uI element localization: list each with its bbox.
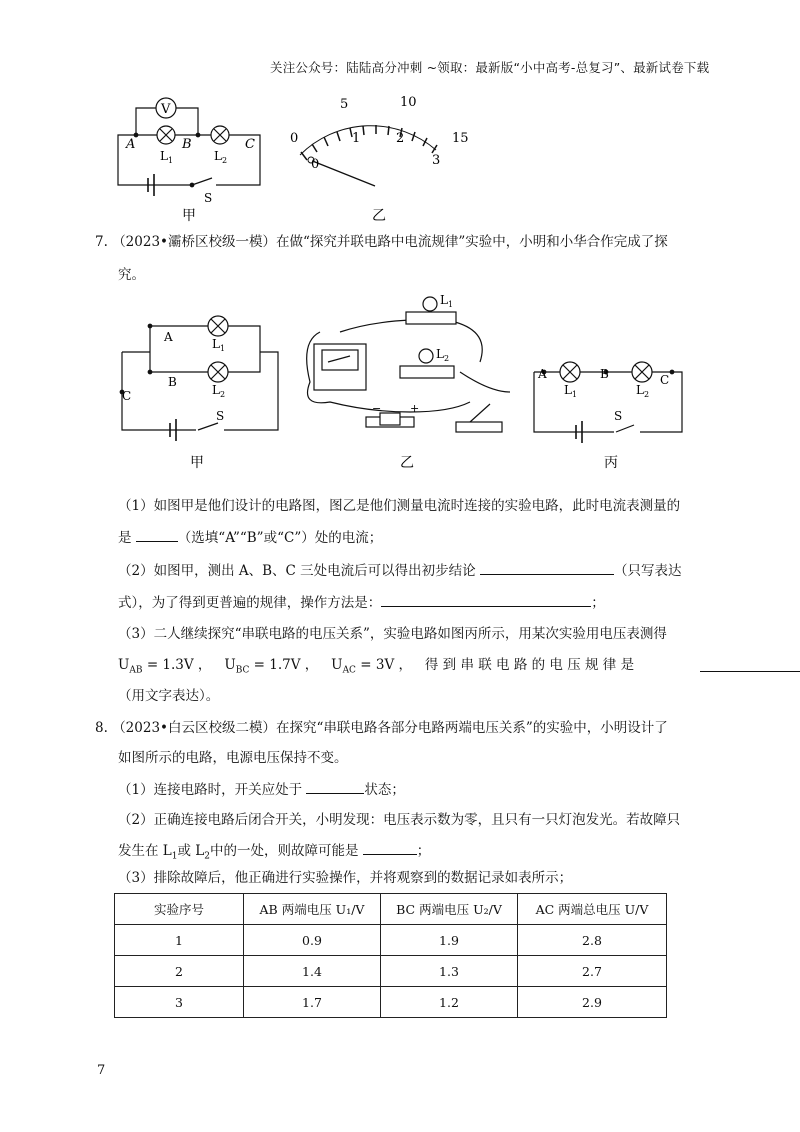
node-c-label: C	[245, 137, 255, 152]
q7-p2b: 式），为了得到更普遍的规律，操作方法是： ；	[118, 592, 605, 613]
scale-bot-2: 2	[396, 131, 405, 146]
q7b-l1-label: $L_1$	[440, 293, 454, 309]
lamp-board-2	[400, 366, 454, 378]
q7c-node-a: A	[538, 367, 547, 381]
table-cell: 2.9	[518, 987, 667, 1018]
q7c-node-c: C	[660, 373, 670, 387]
q8-line2: 如图所示的电路，电源电压保持不变。	[118, 750, 348, 766]
table-cell: 1.3	[381, 956, 518, 987]
table-cell: 1.4	[244, 956, 381, 987]
q7b-l2-label: $L_2$	[436, 347, 450, 363]
table-cell: 2.7	[518, 956, 667, 987]
scale-bot-0: 0	[311, 157, 320, 172]
q7-node-c: C	[122, 389, 132, 403]
q7c-l2-label: $L_2$	[636, 383, 650, 399]
table-cell: 1.2	[381, 987, 518, 1018]
q8-p2b: 发生在 $L_1$或 $L_2$中的一处，则故障可能是 ；	[118, 840, 430, 867]
caption-yi: 乙	[372, 208, 386, 224]
scale-bot-1: 1	[352, 131, 361, 146]
q7-switch-label: S	[216, 409, 225, 423]
voltmeter-dial	[300, 125, 437, 186]
q7-p3b: $U_{AB} = 1.3V$ ， $U_{BC} = 1.7V$ ， $U_{AC} = 3V$ ， 得 到 串 联 电 路 的 电 压 规 律 是	[118, 655, 800, 681]
q7c-switch-label: S	[614, 409, 623, 423]
table-row	[115, 956, 667, 987]
caption-jia: 甲	[182, 208, 196, 224]
q7-p1b: 是 （选填“A”“B”或“C”）处的电流；	[118, 527, 382, 548]
switch-label: S	[204, 191, 213, 205]
scale-top-0: 0	[290, 131, 299, 146]
battery-minus: −	[372, 402, 382, 415]
battery-plus: +	[410, 402, 420, 415]
voltmeter-label: V	[161, 102, 171, 117]
answer-blank[interactable]	[363, 840, 417, 855]
scale-top-5: 5	[340, 97, 349, 112]
node-a-label: A	[126, 137, 136, 152]
l2-label: $L_2$	[214, 149, 228, 165]
q7-p2a: （2）如图甲，测出 A、B、C 三处电流后可以得出初步结论 （只写表达	[118, 560, 681, 581]
answer-blank[interactable]	[381, 592, 591, 607]
table-header: AB 两端电压 U₁/V	[244, 894, 381, 925]
table-row	[115, 987, 667, 1018]
table-cell: 1.7	[244, 987, 381, 1018]
scale-top-15: 15	[452, 131, 469, 146]
table-cell: 0.9	[244, 925, 381, 956]
scale-bot-3: 3	[432, 153, 441, 168]
answer-blank[interactable]	[136, 527, 178, 542]
table-cell: 1	[115, 925, 244, 956]
q7c-l1-label: $L_1$	[564, 383, 578, 399]
q7-p1a: （1）如图甲是他们设计的电路图，图乙是他们测量电流时连接的实验电路，此时电流表测量的	[118, 498, 681, 514]
page-number: 7	[97, 1063, 106, 1078]
switch-device	[456, 422, 502, 432]
table-cell: 2	[115, 956, 244, 987]
table-cell: 1.9	[381, 925, 518, 956]
node-b-label: B	[182, 137, 192, 152]
table-row	[115, 925, 667, 956]
table-header: BC 两端电压 U₂/V	[381, 894, 518, 925]
q8-p1: （1）连接电路时，开关应处于 状态；	[118, 779, 405, 800]
q7-p3c: （用文字表达）。	[118, 688, 220, 704]
table-header: 实验序号	[115, 894, 244, 925]
q7-line1: 7. （2023•灞桥区校级一模）在做“探究并联电路中电流规律”实验中，小明和小华合作完成了探	[95, 234, 668, 250]
table-header: AC 两端总电压 U/V	[518, 894, 667, 925]
table-cell: 2.8	[518, 925, 667, 956]
q8-p2a: （2）正确连接电路后闭合开关，小明发现：电压表示数为零，且只有一只灯泡发光。若故障只	[118, 812, 681, 828]
page-header: 关注公众号：陆陆高分冲刺 ~领取：最新版“小中高考-总复习”、最新试卷下载	[270, 60, 710, 75]
q7-l1-label: $L_1$	[212, 337, 226, 353]
q7-node-b: B	[168, 375, 177, 389]
lamp-board-1	[406, 312, 456, 324]
table-cell: 3	[115, 987, 244, 1018]
q7-node-a: A	[164, 330, 173, 344]
top-figure	[100, 90, 500, 230]
q7-caption-yi: 乙	[400, 455, 414, 471]
answer-blank[interactable]	[480, 560, 614, 575]
table-header-row	[115, 894, 667, 925]
q7-figure	[110, 292, 710, 477]
answer-blank[interactable]	[700, 657, 800, 672]
meter-needle	[310, 160, 375, 186]
q7c-node-b: B	[600, 367, 609, 381]
q7-p3a: （3）二人继续探究“串联电路的电压关系”，实验电路如图丙所示，用某次实验用电压表测得	[118, 626, 667, 642]
q7-caption-bing: 丙	[604, 455, 618, 471]
answer-blank[interactable]	[306, 779, 364, 794]
data-table	[114, 893, 667, 1018]
q8-p3: （3）排除故障后，他正确进行实验操作，并将观察到的数据记录如表所示；	[118, 870, 573, 886]
l1-label: $L_1$	[160, 149, 174, 165]
scale-top-10: 10	[400, 95, 417, 110]
q7-caption-jia: 甲	[190, 455, 204, 471]
q8-line1: 8. （2023•白云区校级二模）在探究“串联电路各部分电路两端电压关系”的实验中，小明设计了	[95, 720, 668, 736]
q7-l2-label: $L_2$	[212, 383, 226, 399]
q7-line2: 究。	[118, 267, 145, 283]
